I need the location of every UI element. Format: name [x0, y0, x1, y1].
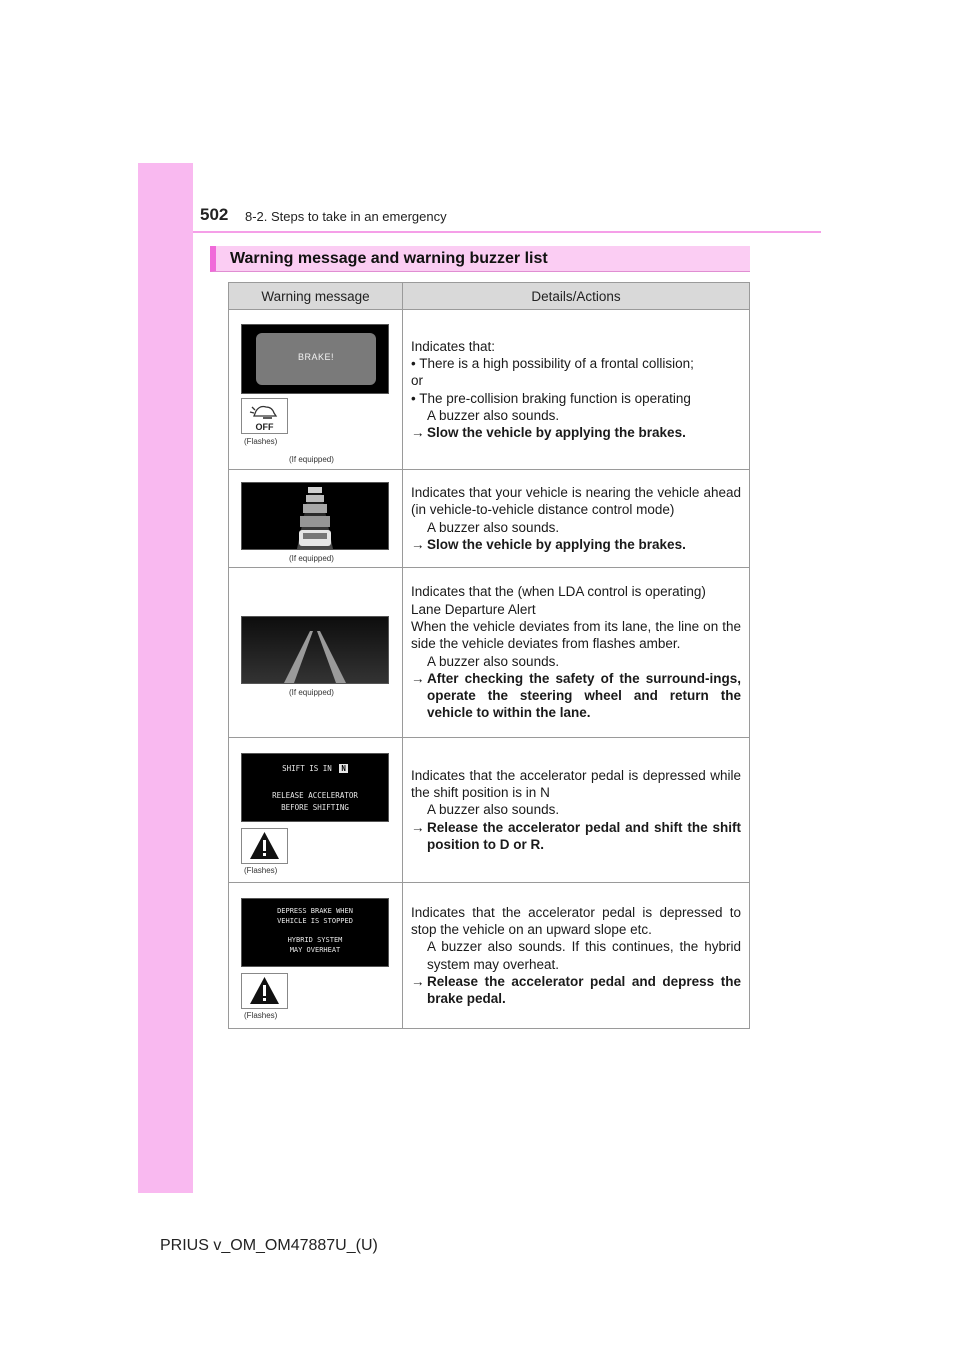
details-cell: [403, 568, 750, 738]
brake-display-text: BRAKE!: [297, 352, 334, 362]
side-tab-band: [138, 163, 193, 1193]
detail-line: Indicates that the accelerator pedal is depressed while the shift position is in N: [411, 767, 741, 801]
detail-line: Indicates that your vehicle is nearing the vehicle ahead (in vehicle-to-vehicle distance control mode): [411, 484, 741, 518]
detail-line: Indicates that the accelerator pedal is depressed to stop the vehicle on an upward slope etc.: [411, 904, 741, 937]
action-line: [411, 819, 741, 854]
caption-if-equipped: (If equipped): [289, 688, 334, 697]
arrow-icon: →: [411, 536, 425, 552]
table-row: [229, 568, 750, 738]
brake-message-line-1: DEPRESS BRAKE WHEN: [277, 907, 353, 915]
action-line: [411, 670, 741, 722]
depress-brake-display-image: [241, 898, 389, 967]
section-title: Warning message and warning buzzer list: [230, 250, 548, 267]
header-rule: [193, 231, 821, 233]
caption-if-equipped: (If equipped): [289, 455, 334, 464]
warning-triangle-icon: [241, 828, 288, 864]
column-header-details-actions: Details/Actions: [403, 283, 750, 310]
table-row: [229, 738, 750, 883]
brake-display-image: [241, 324, 389, 394]
caption-flashes: (Flashes): [244, 437, 278, 446]
warning-triangle-icon: [241, 973, 288, 1009]
buzzer-note: A buzzer also sounds.: [427, 407, 560, 423]
warning-image-cell: [229, 568, 403, 738]
caption-flashes: (Flashes): [244, 1011, 278, 1020]
buzzer-note: A buzzer also sounds.: [427, 653, 560, 669]
pre-collision-off-text: OFF: [255, 422, 274, 432]
vehicle-approach-graphic: [242, 483, 388, 549]
shift-message-text: SHIFT IS IN: [282, 764, 332, 773]
page-number: 502: [200, 205, 229, 224]
brake-message-line-2: VEHICLE IS STOPPED: [277, 917, 353, 925]
details-cell: [403, 738, 750, 883]
section-heading-bar: [210, 246, 750, 272]
arrow-icon: →: [411, 425, 425, 441]
table-row: [229, 883, 750, 1029]
detail-line: Lane Departure Alert: [411, 601, 536, 617]
action-text: Release the accelerator pedal and shift the shift position to D or R.: [427, 819, 741, 852]
pre-collision-off-icon: [241, 398, 288, 434]
shift-in-n-display-image: [241, 753, 389, 822]
caption-if-equipped: (If equipped): [289, 554, 334, 563]
action-line: [411, 536, 741, 553]
buzzer-note: A buzzer also sounds.: [427, 802, 560, 818]
buzzer-note: A buzzer also sounds.: [427, 519, 560, 535]
warning-image-cell: [229, 470, 403, 568]
table-header-row: [229, 283, 750, 310]
details-cell: [403, 470, 750, 568]
brake-display-panel: [256, 333, 376, 385]
action-text: Slow the vehicle by applying the brakes.: [427, 536, 686, 552]
warning-message-table: [228, 282, 750, 1029]
detail-line: When the vehicle deviates from its lane, the line on the side the vehicle deviates from flashes amber.: [411, 618, 741, 652]
detail-line: Indicates that:: [411, 338, 496, 354]
lane-departure-display-image: [241, 616, 389, 684]
vehicle-approach-display-image: [241, 482, 389, 550]
action-text: After checking the safety of the surround-ings, operate the steering wheel and return the vehicle to within the lane.: [427, 670, 741, 721]
caption-flashes: (Flashes): [244, 866, 278, 875]
shift-message-line-3: BEFORE SHIFTING: [281, 803, 349, 812]
arrow-icon: →: [411, 973, 425, 989]
lane-lines-graphic: [242, 617, 388, 683]
column-header-warning-message: Warning message: [229, 283, 403, 310]
shift-message-line-2: RELEASE ACCELERATOR: [272, 791, 358, 800]
arrow-icon: →: [411, 670, 425, 686]
action-text: Slow the vehicle by applying the brakes.: [427, 425, 686, 441]
table-row: [229, 310, 750, 470]
details-cell: [403, 310, 750, 470]
brake-message-line-4: MAY OVERHEAT: [289, 946, 341, 954]
action-line: [411, 973, 741, 1008]
warning-image-cell: [229, 883, 403, 1029]
warning-image-cell: [229, 310, 403, 470]
buzzer-note: A buzzer also sounds. If this continues, the hybrid system may overheat.: [427, 939, 741, 972]
detail-bullet: • There is a high possibility of a frontal collision;: [411, 355, 694, 371]
shift-message-line-1: [242, 764, 388, 773]
action-line: [411, 424, 741, 441]
table-row: [229, 470, 750, 568]
shift-n-badge: N: [341, 764, 346, 773]
brake-message-line-3: HYBRID SYSTEM: [287, 936, 343, 944]
arrow-icon: →: [411, 819, 425, 835]
details-cell: [403, 883, 750, 1029]
action-text: Release the accelerator pedal and depress the brake pedal.: [427, 973, 741, 1007]
detail-bullet: • The pre-collision braking function is operating: [411, 390, 691, 406]
warning-image-cell: [229, 738, 403, 883]
detail-line: or: [411, 373, 424, 389]
page-footer: PRIUS v_OM_OM47887U_(U): [160, 1237, 378, 1254]
running-header: 8-2. Steps to take in an emergency: [245, 209, 447, 224]
detail-line: Indicates that the (when LDA control is operating): [411, 584, 706, 600]
